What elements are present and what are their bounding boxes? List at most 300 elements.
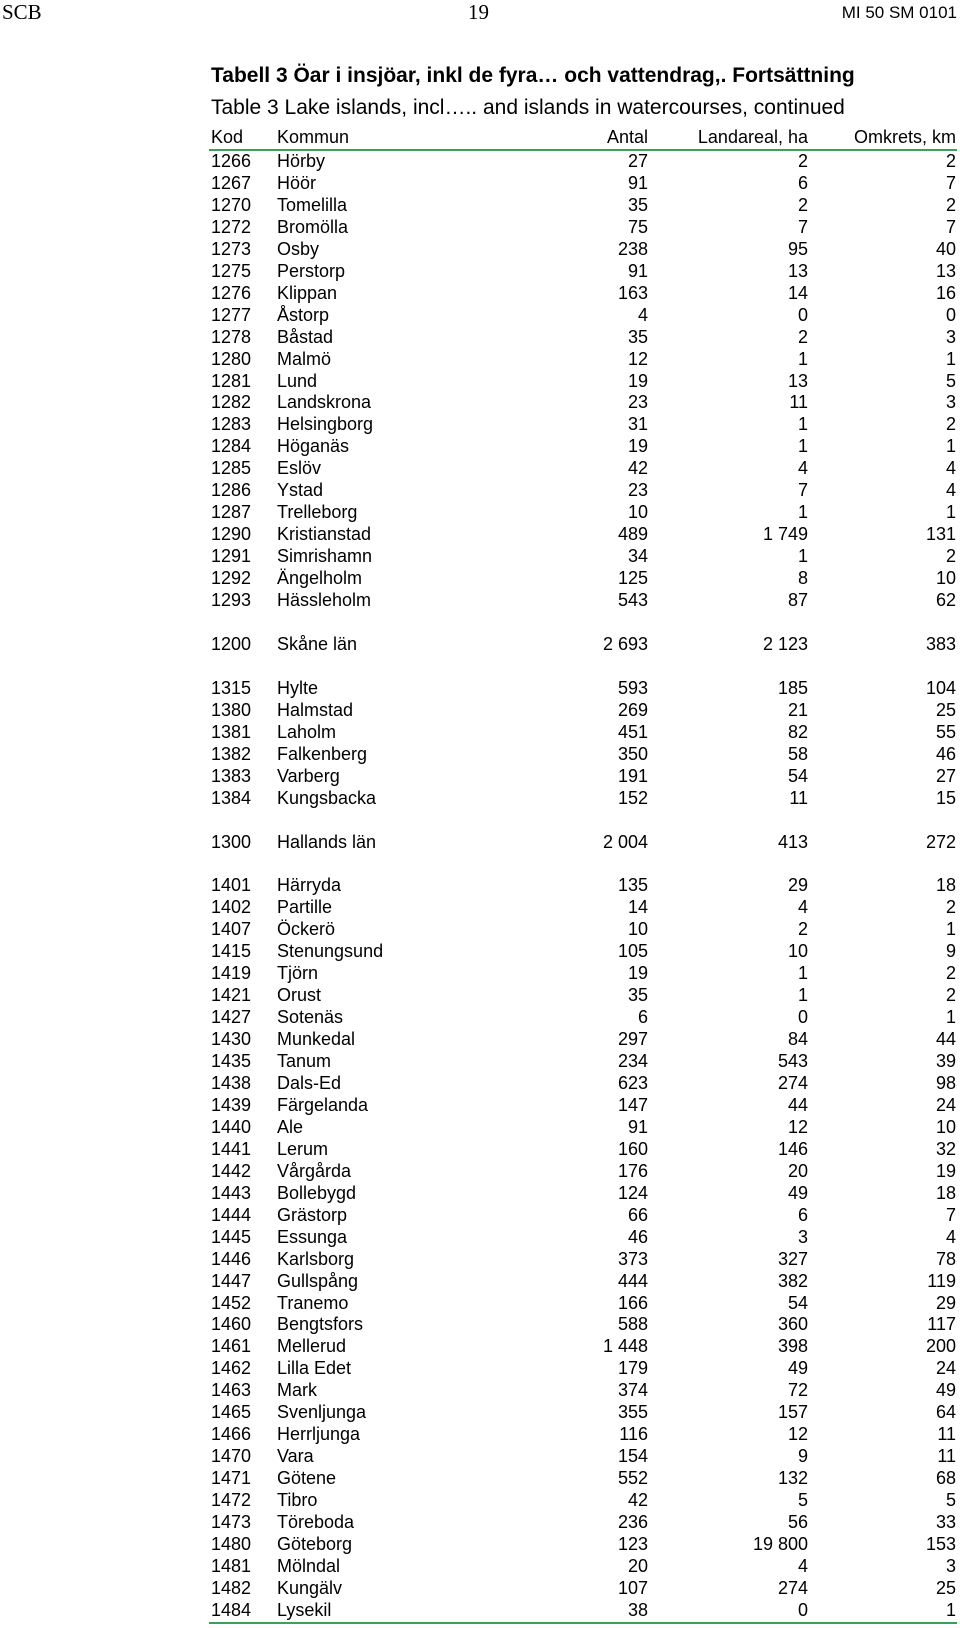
cell-landareal: 1 749 [762, 524, 808, 545]
cell-antal: 91 [627, 260, 648, 281]
cell-antal: 35 [627, 326, 648, 347]
cell-kommun: Båstad [277, 326, 334, 347]
cell-antal: 1 448 [602, 1336, 648, 1357]
cell-landareal: 3 [797, 1226, 808, 1247]
cell-kod: 1278 [211, 326, 252, 347]
cell-kommun: Falkenberg [277, 743, 368, 764]
cell-omkrets: 10 [935, 1116, 956, 1137]
cell-kod: 1407 [211, 919, 252, 940]
cell-kommun: Höör [277, 172, 317, 193]
table-row [209, 1446, 957, 1468]
cell-kommun: Bollebygd [277, 1182, 357, 1203]
cell-kod: 1401 [211, 875, 252, 896]
cell-antal: 135 [617, 875, 648, 896]
cell-kod: 1441 [211, 1138, 252, 1159]
cell-antal: 355 [617, 1402, 648, 1423]
table-row [209, 590, 957, 612]
cell-landareal: 21 [787, 699, 808, 720]
table-row [209, 1380, 957, 1402]
cell-landareal: 82 [787, 721, 808, 742]
table-title-swedish: Tabell 3 Öar i insjöar, inkl de fyra… och vattendrag,. Fortsättning [211, 64, 855, 87]
cell-landareal: 11 [789, 787, 808, 808]
cell-omkrets: 24 [935, 1358, 956, 1379]
cell-landareal: 7 [797, 216, 808, 237]
cell-landareal: 2 [797, 151, 808, 171]
cell-omkrets: 3 [945, 1555, 956, 1576]
cell-omkrets: 1 [945, 919, 956, 940]
cell-omkrets: 5 [945, 370, 956, 391]
cell-antal: 46 [627, 1226, 648, 1247]
table-body [209, 150, 957, 1623]
cell-omkrets: 0 [945, 304, 956, 325]
cell-landareal: 413 [777, 831, 808, 852]
cell-landareal: 1 [797, 963, 808, 984]
cell-landareal: 49 [787, 1182, 808, 1203]
cell-kod: 1284 [211, 436, 252, 457]
cell-omkrets: 68 [935, 1468, 956, 1489]
cell-landareal: 7 [797, 480, 808, 501]
cell-antal: 35 [627, 194, 648, 215]
cell-antal: 42 [627, 1490, 648, 1511]
cell-kommun: Halmstad [277, 699, 354, 720]
cell-kommun: Kristianstad [277, 524, 372, 545]
cell-kommun: Essunga [277, 1226, 348, 1247]
cell-kommun: Ale [277, 1116, 304, 1137]
cell-kod: 1276 [211, 282, 252, 303]
cell-omkrets: 7 [945, 216, 956, 237]
cell-landareal: 543 [777, 1051, 808, 1072]
cell-antal: 107 [617, 1577, 648, 1598]
table-row [209, 1402, 957, 1424]
cell-kod: 1282 [211, 392, 252, 413]
cell-kommun: Lilla Edet [277, 1358, 352, 1379]
cell-omkrets: 3 [945, 392, 956, 413]
table-row [209, 919, 957, 941]
cell-omkrets: 32 [935, 1138, 956, 1159]
cell-kommun: Bromölla [277, 216, 349, 237]
cell-kommun: Ängelholm [277, 568, 363, 589]
cell-kod: 1447 [211, 1270, 252, 1291]
cell-omkrets: 18 [935, 875, 956, 896]
table-row [209, 283, 957, 305]
cell-kommun: Lerum [277, 1138, 329, 1159]
cell-kommun: Klippan [277, 282, 338, 303]
cell-kod: 1463 [211, 1380, 252, 1401]
cell-omkrets: 78 [935, 1248, 956, 1269]
cell-kod: 1272 [211, 216, 252, 237]
cell-kod: 1415 [211, 941, 252, 962]
cell-omkrets: 7 [945, 172, 956, 193]
cell-antal: 593 [617, 677, 648, 698]
table-row [209, 1117, 957, 1139]
cell-kommun: Vara [277, 1446, 314, 1467]
table-row [209, 766, 957, 788]
cell-landareal: 29 [787, 875, 808, 896]
cell-antal: 152 [617, 787, 648, 808]
table-row [209, 1227, 957, 1249]
cell-landareal: 2 123 [762, 633, 808, 654]
cell-kod: 1285 [211, 458, 252, 479]
cell-omkrets: 104 [925, 677, 956, 698]
table-row [209, 1600, 957, 1623]
cell-kommun: Helsingborg [277, 414, 374, 435]
cell-omkrets: 119 [927, 1270, 956, 1291]
cell-antal: 66 [627, 1204, 648, 1225]
cell-landareal: 4 [797, 897, 808, 918]
cell-kod: 1452 [211, 1292, 252, 1313]
spacer-cell [209, 656, 957, 678]
cell-antal: 623 [617, 1072, 648, 1093]
cell-kommun: Mölndal [277, 1555, 341, 1576]
cell-landareal: 58 [787, 743, 808, 764]
cell-antal: 374 [617, 1380, 648, 1401]
cell-omkrets: 46 [935, 743, 956, 764]
cell-antal: 19 [627, 370, 648, 391]
table-row [209, 1139, 957, 1161]
cell-kod: 1290 [211, 524, 252, 545]
cell-kod: 1461 [211, 1336, 252, 1357]
cell-kod: 1275 [211, 260, 252, 281]
cell-kod: 1382 [211, 743, 252, 764]
cell-antal: 23 [627, 480, 648, 501]
cell-kommun: Skåne län [277, 633, 358, 654]
table-row [209, 195, 957, 217]
cell-kommun: Hässleholm [277, 590, 372, 611]
cell-landareal: 2 [797, 919, 808, 940]
cell-landareal: 0 [797, 304, 808, 325]
cell-omkrets: 4 [945, 458, 956, 479]
cell-antal: 238 [617, 238, 648, 259]
cell-landareal: 20 [787, 1160, 808, 1181]
cell-kommun: Mark [277, 1380, 317, 1401]
column-header-landareal: Landareal, ha [697, 127, 808, 147]
table-row [209, 1534, 957, 1556]
cell-kommun: Ystad [277, 480, 324, 501]
cell-omkrets: 383 [925, 633, 956, 654]
table-row [209, 941, 957, 963]
cell-kommun: Perstorp [277, 260, 346, 281]
cell-kod: 1460 [211, 1314, 252, 1335]
table-row [209, 392, 957, 414]
column-header-kommun: Kommun [277, 127, 350, 147]
cell-landareal: 13 [787, 260, 808, 281]
cell-kommun: Höganäs [277, 436, 350, 457]
cell-landareal: 8 [797, 568, 808, 589]
cell-kod: 1300 [211, 831, 252, 852]
cell-kommun: Simrishamn [277, 546, 373, 567]
cell-antal: 125 [617, 568, 648, 589]
cell-landareal: 1 [797, 348, 808, 369]
cell-kommun: Lund [277, 370, 318, 391]
cell-landareal: 6 [797, 172, 808, 193]
cell-landareal: 132 [777, 1468, 808, 1489]
cell-kod: 1442 [211, 1160, 252, 1181]
cell-antal: 75 [627, 216, 648, 237]
cell-kod: 1402 [211, 897, 252, 918]
cell-kommun: Laholm [277, 721, 337, 742]
table-row [209, 436, 957, 458]
cell-landareal: 1 [797, 436, 808, 457]
table-row [209, 217, 957, 239]
table-row [209, 1578, 957, 1600]
cell-antal: 2 693 [602, 633, 648, 654]
cell-landareal: 12 [787, 1424, 808, 1445]
cell-antal: 35 [627, 985, 648, 1006]
report-id: MI 50 SM 0101 [841, 3, 957, 22]
cell-omkrets: 1 [945, 436, 956, 457]
column-header-antal: Antal [606, 127, 648, 147]
cell-kod: 1273 [211, 238, 252, 259]
cell-landareal: 56 [787, 1512, 808, 1533]
cell-omkrets: 7 [945, 1204, 956, 1225]
cell-landareal: 14 [787, 282, 808, 303]
table-row [209, 524, 957, 546]
cell-omkrets: 10 [935, 568, 956, 589]
cell-antal: 6 [637, 1007, 648, 1028]
cell-kod: 1380 [211, 699, 252, 720]
cell-kommun: Sotenäs [277, 1007, 344, 1028]
table-row [209, 1424, 957, 1446]
cell-antal: 2 004 [602, 831, 648, 852]
cell-landareal: 274 [777, 1072, 808, 1093]
cell-antal: 19 [627, 963, 648, 984]
cell-landareal: 1 [797, 985, 808, 1006]
cell-kod: 1473 [211, 1512, 252, 1533]
cell-landareal: 1 [797, 414, 808, 435]
cell-landareal: 185 [777, 677, 808, 698]
cell-antal: 10 [627, 919, 648, 940]
cell-landareal: 146 [777, 1138, 808, 1159]
cell-kod: 1270 [211, 194, 252, 215]
cell-antal: 4 [637, 304, 648, 325]
cell-kod: 1281 [211, 370, 252, 391]
cell-kommun: Grästorp [277, 1204, 348, 1225]
cell-omkrets: 16 [935, 282, 956, 303]
cell-omkrets: 55 [935, 721, 956, 742]
table-row [209, 349, 957, 371]
cell-kod: 1283 [211, 414, 252, 435]
cell-kommun: Tomelilla [277, 194, 348, 215]
cell-landareal: 13 [787, 370, 808, 391]
cell-omkrets: 24 [935, 1094, 956, 1115]
cell-kod: 1384 [211, 787, 252, 808]
cell-kommun: Partille [277, 897, 333, 918]
table-row [209, 1512, 957, 1534]
cell-omkrets: 39 [935, 1051, 956, 1072]
cell-kommun: Härryda [277, 875, 342, 896]
cell-antal: 12 [627, 348, 648, 369]
table-spacer-row [209, 612, 957, 634]
table-row [209, 744, 957, 766]
table-row [209, 722, 957, 744]
cell-kod: 1445 [211, 1226, 252, 1247]
cell-kommun: Hallands län [277, 831, 377, 852]
cell-kod: 1427 [211, 1007, 252, 1028]
cell-omkrets: 19 [935, 1160, 956, 1181]
cell-kod: 1292 [211, 568, 252, 589]
cell-landareal: 4 [797, 1555, 808, 1576]
cell-landareal: 1 [797, 502, 808, 523]
cell-kommun: Färgelanda [277, 1094, 369, 1115]
table-row [209, 173, 957, 195]
cell-omkrets: 29 [935, 1292, 956, 1313]
table-row [209, 788, 957, 810]
cell-antal: 34 [627, 546, 648, 567]
cell-omkrets: 200 [925, 1336, 956, 1357]
cell-kod: 1484 [211, 1599, 252, 1620]
cell-kod: 1430 [211, 1029, 252, 1050]
table-row [209, 1051, 957, 1073]
cell-landareal: 11 [789, 392, 808, 413]
cell-antal: 160 [617, 1138, 648, 1159]
cell-landareal: 95 [787, 238, 808, 259]
cell-kod: 1381 [211, 721, 252, 742]
islands-table-container [209, 125, 957, 1624]
cell-kommun: Munkedal [277, 1029, 356, 1050]
cell-landareal: 49 [787, 1358, 808, 1379]
spacer-cell [209, 810, 957, 832]
cell-antal: 191 [617, 765, 648, 786]
cell-landareal: 4 [797, 458, 808, 479]
cell-antal: 42 [627, 458, 648, 479]
cell-kod: 1267 [211, 172, 252, 193]
cell-omkrets: 2 [945, 151, 956, 171]
cell-kod: 1200 [211, 633, 252, 654]
islands-table [209, 125, 957, 1624]
cell-omkrets: 117 [927, 1314, 956, 1335]
cell-omkrets: 11 [937, 1446, 956, 1467]
cell-kommun: Tjörn [277, 963, 319, 984]
cell-kod: 1481 [211, 1555, 252, 1576]
cell-landareal: 382 [777, 1270, 808, 1291]
cell-antal: 20 [627, 1555, 648, 1576]
cell-omkrets: 4 [945, 1226, 956, 1247]
cell-kommun: Mellerud [277, 1336, 347, 1357]
cell-omkrets: 2 [945, 985, 956, 1006]
cell-omkrets: 64 [935, 1402, 956, 1423]
cell-kod: 1421 [211, 985, 252, 1006]
table-row [209, 1161, 957, 1183]
cell-kommun: Malmö [277, 348, 332, 369]
cell-kommun: Tanum [277, 1051, 332, 1072]
table-row [209, 327, 957, 349]
cell-landareal: 274 [777, 1577, 808, 1598]
cell-kommun: Karlsborg [277, 1248, 355, 1269]
cell-antal: 176 [617, 1160, 648, 1181]
cell-omkrets: 2 [945, 897, 956, 918]
cell-kommun: Stenungsund [277, 941, 384, 962]
table-row [209, 371, 957, 393]
header-publisher: SCB [2, 0, 42, 24]
cell-omkrets: 33 [935, 1512, 956, 1533]
cell-antal: 236 [617, 1512, 648, 1533]
cell-kod: 1419 [211, 963, 252, 984]
column-header-omkrets: Omkrets, km [854, 127, 956, 147]
cell-omkrets: 1 [945, 502, 956, 523]
cell-kod: 1482 [211, 1577, 252, 1598]
table-row [209, 678, 957, 700]
table-row [209, 1468, 957, 1490]
cell-antal: 489 [617, 524, 648, 545]
table-row [209, 502, 957, 524]
cell-kommun: Orust [277, 985, 322, 1006]
cell-kod: 1462 [211, 1358, 252, 1379]
table-row [209, 897, 957, 919]
spacer-cell [209, 612, 957, 634]
cell-kod: 1471 [211, 1468, 252, 1489]
cell-antal: 147 [617, 1094, 648, 1115]
table-row [209, 414, 957, 436]
cell-landareal: 1 [797, 546, 808, 567]
cell-kod: 1291 [211, 546, 252, 567]
cell-antal: 350 [617, 743, 648, 764]
cell-kommun: Vårgårda [277, 1160, 352, 1181]
cell-kod: 1435 [211, 1051, 252, 1072]
cell-kod: 1470 [211, 1446, 252, 1467]
cell-landareal: 54 [787, 1292, 808, 1313]
table-row [209, 1314, 957, 1336]
cell-kommun: Hylte [277, 677, 319, 698]
spacer-cell [209, 853, 957, 875]
cell-kod: 1315 [211, 677, 252, 698]
cell-omkrets: 2 [945, 546, 956, 567]
cell-omkrets: 98 [935, 1072, 956, 1093]
cell-omkrets: 18 [935, 1182, 956, 1203]
cell-antal: 552 [617, 1468, 648, 1489]
cell-antal: 588 [617, 1314, 648, 1335]
cell-landareal: 5 [797, 1490, 808, 1511]
cell-kod: 1444 [211, 1204, 252, 1225]
table-row [209, 568, 957, 590]
cell-landareal: 19 800 [752, 1533, 808, 1554]
cell-kod: 1280 [211, 348, 252, 369]
table-spacer-row [209, 810, 957, 832]
cell-antal: 234 [617, 1051, 648, 1072]
cell-antal: 543 [617, 590, 648, 611]
cell-landareal: 2 [797, 326, 808, 347]
table-row [209, 832, 957, 854]
cell-landareal: 9 [797, 1446, 808, 1467]
table-header-row [209, 125, 957, 150]
cell-kod: 1440 [211, 1116, 252, 1137]
table-row [209, 1293, 957, 1315]
cell-landareal: 360 [777, 1314, 808, 1335]
cell-kod: 1266 [211, 151, 252, 171]
cell-antal: 116 [619, 1424, 648, 1445]
cell-kommun: Lysekil [277, 1599, 332, 1620]
cell-kommun: Herrljunga [277, 1424, 361, 1445]
cell-antal: 451 [617, 721, 648, 742]
cell-omkrets: 49 [935, 1380, 956, 1401]
cell-antal: 166 [617, 1292, 648, 1313]
cell-omkrets: 25 [935, 1577, 956, 1598]
table-row [209, 546, 957, 568]
table-row [209, 634, 957, 656]
cell-antal: 154 [617, 1446, 648, 1467]
cell-kod: 1480 [211, 1533, 252, 1554]
table-row [209, 1073, 957, 1095]
cell-kommun: Göteborg [277, 1533, 353, 1554]
cell-omkrets: 62 [935, 590, 956, 611]
cell-kod: 1465 [211, 1402, 252, 1423]
cell-antal: 444 [617, 1270, 648, 1291]
cell-antal: 23 [627, 392, 648, 413]
cell-kommun: Töreboda [277, 1512, 355, 1533]
table-row [209, 1007, 957, 1029]
cell-kommun: Åstorp [277, 304, 330, 325]
cell-kommun: Kungälv [277, 1577, 343, 1598]
cell-omkrets: 40 [935, 238, 956, 259]
